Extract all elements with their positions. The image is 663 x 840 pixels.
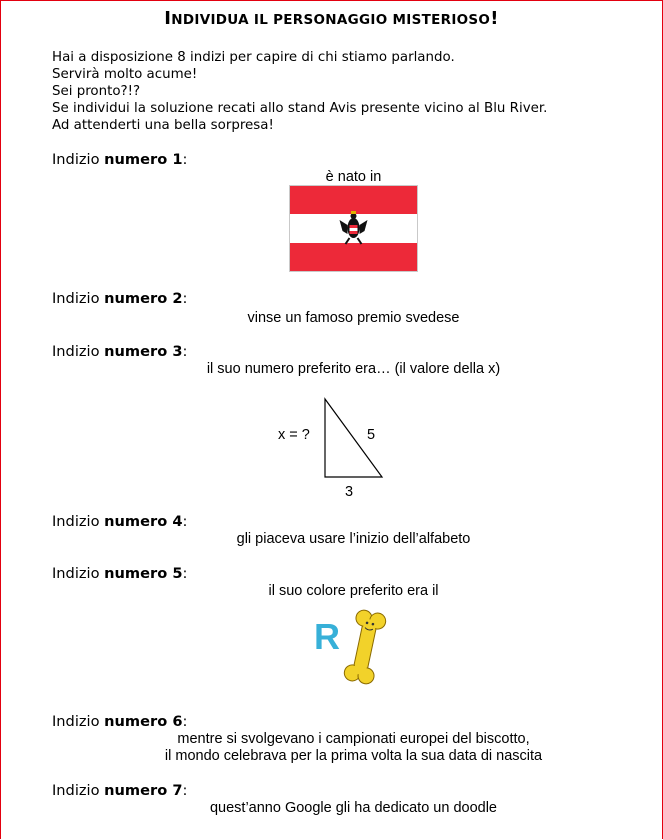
clue-heading-6: Indizio numero 6: [52, 713, 188, 730]
clue-heading-2: Indizio numero 2: [52, 290, 188, 307]
intro-line: Hai a disposizione 8 indizi per capire di chi stiamo parlando. [52, 50, 455, 65]
clue-heading-1: Indizio numero 1: [52, 151, 188, 168]
clue-heading-4: Indizio numero 4: [52, 513, 188, 530]
intro-line: Se individui la soluzione recati allo stand Avis presente vicino al Blu River. [52, 101, 548, 116]
clue-text-7: quest’anno Google gli ha dedicato un doodle [209, 800, 497, 816]
austria-flag [289, 185, 418, 272]
rebus-letter-r: R [314, 616, 340, 657]
triangle-base-label: 3 [345, 484, 354, 500]
clue-text-6a: mentre si svolgevano i campionati europei del biscotto, [177, 731, 530, 747]
clue-text-6b: il mondo celebrava per la prima volta la sua data di nascita [164, 748, 543, 764]
right-triangle [320, 396, 386, 480]
bone-icon [340, 607, 390, 687]
intro-text [52, 49, 547, 134]
intro-line: Servirà molto acume! [52, 67, 198, 82]
clue-text-3: il suo numero preferito era… (il valore della x) [206, 361, 501, 377]
intro-line: Sei pronto?!? [52, 84, 141, 99]
page-title: INDIVIDUA IL PERSONAGGIO MISTERIOSO! [164, 8, 499, 29]
intro-line: Ad attenderti una bella sorpresa! [52, 118, 274, 133]
clue-heading-3: Indizio numero 3: [52, 343, 188, 360]
clue-text-2: vinse un famoso premio svedese [247, 310, 460, 326]
triangle-hypotenuse-label: 5 [367, 427, 376, 443]
clue-heading-7: Indizio numero 7: [52, 782, 188, 799]
clue-heading-5: Indizio numero 5: [52, 565, 188, 582]
clue-text-5: il suo colore preferito era il [268, 583, 439, 599]
clue-text-4: gli piaceva usare l’inizio dell’alfabeto [236, 531, 471, 547]
triangle-x-label: x = ? [278, 427, 310, 443]
clue-text-1: è nato in [325, 169, 382, 185]
